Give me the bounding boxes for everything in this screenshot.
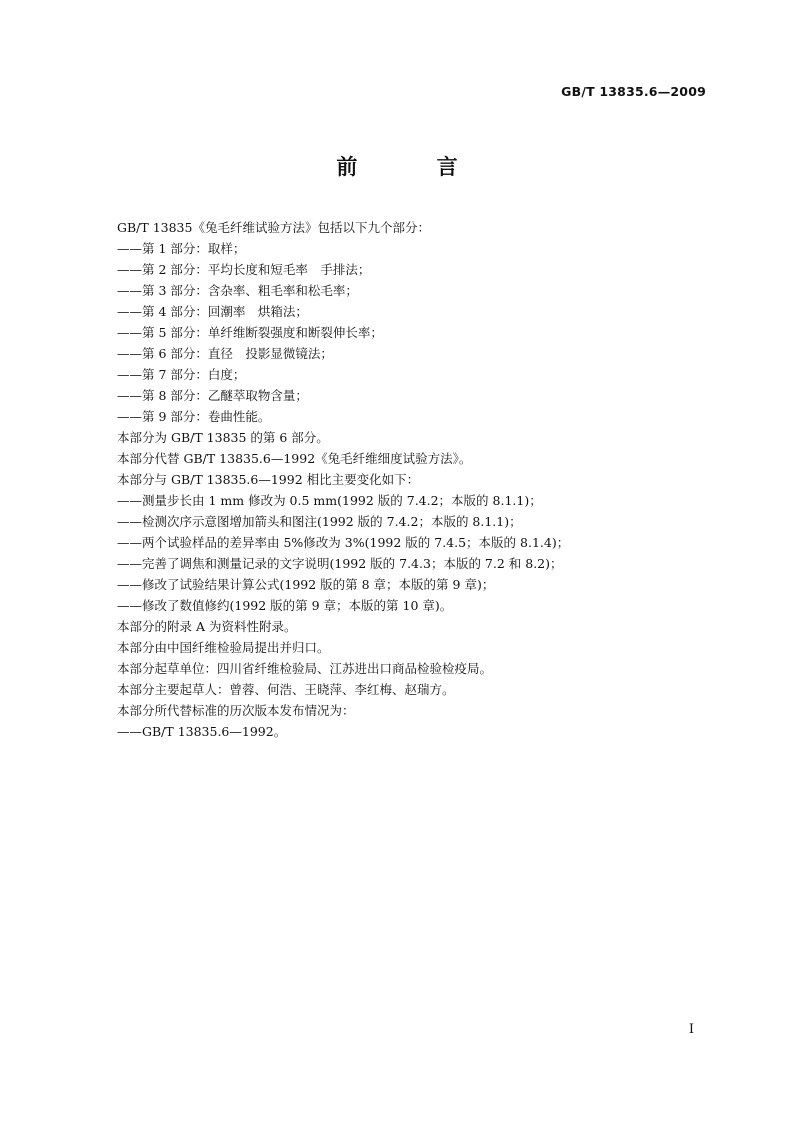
list-item: ——第 9 部分：卷曲性能。 xyxy=(117,409,271,424)
list-item: ——第 2 部分：平均长度和短毛率 手排法； xyxy=(117,262,371,277)
list-item: ——修改了试验结果计算公式(1992 版的第 8 章；本版的第 9 章)； xyxy=(117,577,495,592)
list-item: ——测量步长由 1 mm 修改为 0.5 mm(1992 版的 7.4.2；本版的 8.1.1)； xyxy=(117,493,542,508)
paragraph-line: 本部分的附录 A 为资料性附录。 xyxy=(117,619,297,634)
page-title: 前 言 xyxy=(336,155,494,179)
list-item: ——第 4 部分：回潮率 烘箱法； xyxy=(117,304,308,319)
list-item: ——第 5 部分：单纤维断裂强度和断裂伸长率； xyxy=(117,325,383,340)
paragraph-line: 本部分主要起草人：曾蓉、何浩、王晓萍、李红梅、赵瑞方。 xyxy=(117,682,455,697)
list-item: ——第 1 部分：取样； xyxy=(117,241,246,256)
paragraph-line: 本部分由中国纤维检验局提出并归口。 xyxy=(117,640,330,655)
list-item: ——修改了数值修约(1992 版的第 9 章；本版的第 10 章)。 xyxy=(117,598,453,613)
paragraph-line: 本部分起草单位：四川省纤维检验局、江苏进出口商品检验检疫局。 xyxy=(117,661,493,676)
list-item: ——两个试验样品的差异率由 5%修改为 3%(1992 版的 7.4.5；本版的 8.1.4)； xyxy=(117,535,570,550)
paragraph-line: 本部分所代替标准的历次版本发布情况为： xyxy=(117,703,355,718)
list-item: ——第 7 部分：白度； xyxy=(117,367,246,382)
list-item: ——检测次序示意图增加箭头和图注(1992 版的 7.4.2；本版的 8.1.1)； xyxy=(117,514,522,529)
page-number: I xyxy=(688,1022,694,1037)
paragraph-line: 本部分与 GB/T 13835.6—1992 相比主要变化如下： xyxy=(117,472,420,487)
foreword-body xyxy=(117,217,717,742)
paragraph-line: 本部分代替 GB/T 13835.6—1992《兔毛纤维细度试验方法》。 xyxy=(117,451,472,466)
list-item: ——GB/T 13835.6—1992。 xyxy=(117,724,287,739)
standard-number: GB/T 13835.6—2009 xyxy=(561,84,706,99)
list-item: ——第 8 部分：乙醚萃取物含量； xyxy=(117,388,308,403)
paragraph-line: 本部分为 GB/T 13835 的第 6 部分。 xyxy=(117,430,329,445)
list-item: ——第 3 部分：含杂率、粗毛率和松毛率； xyxy=(117,283,358,298)
list-item: ——完善了调焦和测量记录的文字说明(1992 版的 7.4.3；本版的 7.2 和 8.2)； xyxy=(117,556,563,571)
paragraph-line: GB/T 13835《兔毛纤维试验方法》包括以下九个部分： xyxy=(117,220,430,235)
list-item: ——第 6 部分：直径 投影显微镜法； xyxy=(117,346,333,361)
